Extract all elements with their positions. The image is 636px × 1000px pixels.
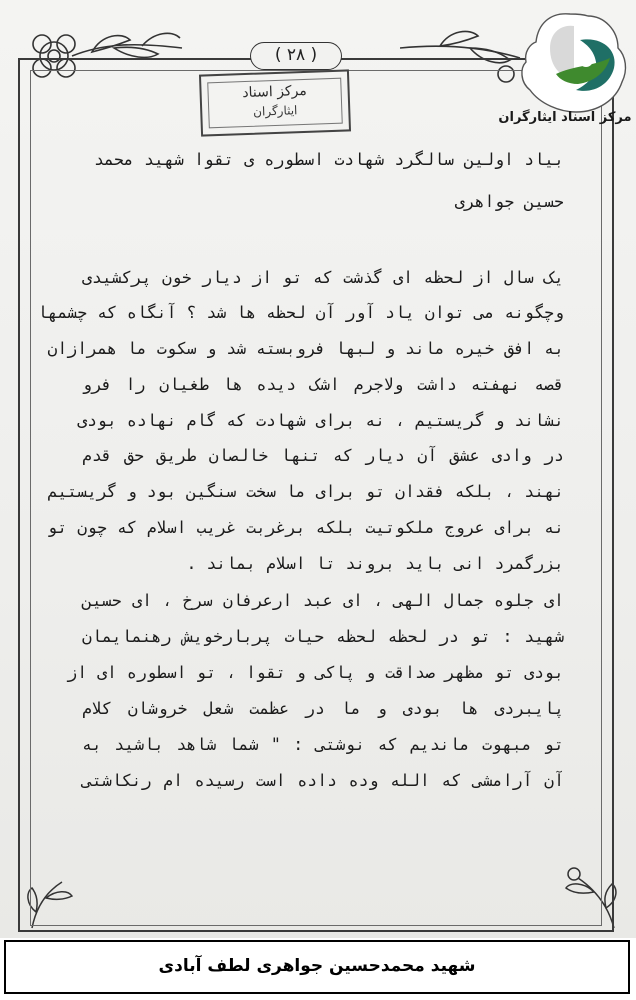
text-line-10: نه برای عروج ملکوتیت بلکه برغربت غریب اسلام که چون تو — [47, 518, 564, 537]
text-line-17: آن آرامشی که الله وده داده است رسیده ام رنکاشتی — [82, 771, 564, 790]
text-line-6: قصه نهفته داشت ولاجرم اشک دیده ها طغیان را فرو — [82, 375, 564, 394]
text-line-4: وچگونه می توان یاد آور آن لحظه ها شد ؟ آنگاه که چشمها — [37, 303, 564, 322]
archive-stamp — [199, 69, 351, 136]
text-line-16: تو مبهوت ماندیم که نوشتی : " شما شاهد باشید به — [82, 735, 564, 754]
page-number: ( ۲۸ ) — [250, 42, 342, 70]
stamp-text-line2: ایثارگران — [252, 103, 298, 119]
text-line-12: ای جلوه جمال الهی ، ای عبد ارعرفان سرخ ، ای حسین — [82, 591, 564, 610]
caption-text: شهید محمدحسین جواهری لطف آبادی — [158, 956, 476, 976]
logo-caption: مرکز اسناد ایثارگران — [498, 110, 632, 125]
text-line-11: بزرگمرد انی باید بروند تا اسلام بماند . — [186, 554, 564, 573]
text-line-3: یک سال از لحظه ای گذشت که تو از دیار خون پرکشیدی — [82, 268, 564, 287]
stamp-text-line1: مرکز اسناد — [242, 82, 308, 102]
text-line-13: شهید : تو در لحظه لحظه حیات پربارخویش رهنمایمان — [82, 627, 564, 646]
text-line-8: در وادی عشق آن دیار که تنها خالصان طریق حق قدم — [82, 446, 564, 465]
text-line-7: نشاند و گریستیم ، نه برای شهادت که گام نهاده بودی — [77, 411, 564, 430]
caption-bar — [0, 938, 636, 1000]
text-line-9: نهند ، بلکه فقدان تو برای ما سخت سنگین بود و گریستیم — [47, 482, 564, 501]
text-line-5: به افق خیره ماند و لبها فروبسته شد و سکوت ما همرازان — [47, 339, 564, 358]
text-line-14: بودی تو مظهر صداقت و پاکی و تقوا ، تو اسطوره ای از — [67, 663, 564, 682]
text-line-15: پایبردی ها بودی و ما در عظمت شعل خروشان کلام — [82, 699, 564, 718]
text-line-1: بیاد اولین سالگرد شهادت اسطوره ی تقوا شهید محمد — [94, 150, 564, 169]
caption-box — [4, 940, 630, 994]
text-line-2: حسین جواهری — [454, 192, 564, 211]
